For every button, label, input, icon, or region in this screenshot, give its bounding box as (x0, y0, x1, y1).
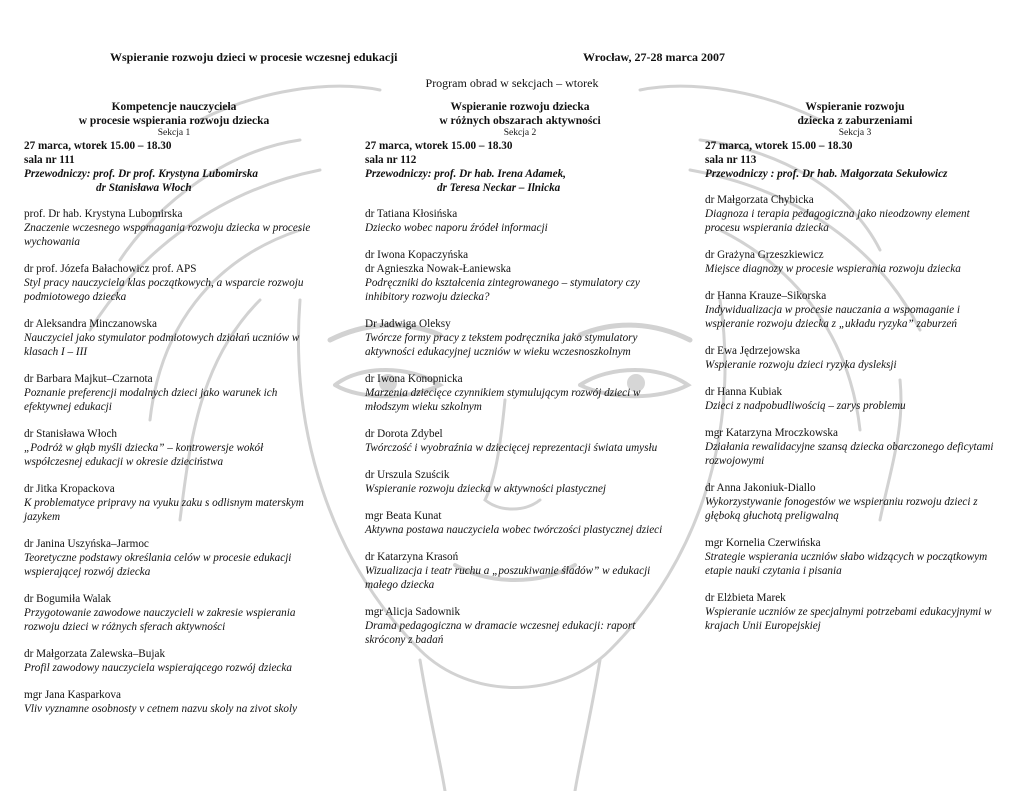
section-number: Sekcja 1 (157, 128, 191, 138)
talk-entry (365, 550, 675, 592)
talk-entry (24, 647, 324, 675)
section-date: 27 marca, wtorek 15.00 – 18.30 (705, 140, 853, 152)
talk-entry (365, 427, 675, 455)
section-room: sala nr 111 (24, 154, 75, 166)
talk-list (705, 193, 1005, 633)
talk-entry (705, 248, 1005, 276)
talk-speaker: Dr Jadwiga Oleksy (365, 318, 451, 330)
talk-speaker: dr Anna Jakoniuk-Diallo (705, 482, 816, 494)
conference-location-date: Wrocław, 27-28 marca 2007 (583, 50, 725, 64)
talk-title: Wspieranie rozwoju dziecka w aktywności plastycznej (365, 483, 607, 495)
talk-speaker: dr prof. Józefa Bałachowicz prof. APS (24, 263, 197, 275)
section-chair-second: dr Teresa Neckar – Ilnicka (437, 182, 561, 194)
talk-title: Przygotowanie zawodowe nauczycieli w zakresie wspierania rozwoju dzieci w różnych sferach aktywności (24, 607, 296, 633)
talk-entry (705, 481, 1005, 523)
talk-entry (24, 537, 324, 579)
talk-entry (705, 193, 1005, 235)
talk-speaker: mgr Alicja Sadownik (365, 606, 461, 618)
talk-entry (24, 592, 324, 634)
talk-entry (365, 207, 675, 235)
section-2-column (365, 100, 675, 660)
talk-speaker: dr Hanna Krauze–Sikorska (705, 290, 827, 302)
talk-entry (24, 372, 324, 414)
talk-title: Wizualizacja i teatr ruchu a „poszukiwanie śladów” w edukacji małego dziecka (365, 565, 651, 591)
talk-speaker: dr Jitka Kropackova (24, 483, 115, 495)
talk-speaker: dr Elżbieta Marek (705, 592, 786, 604)
talk-speaker: mgr Beata Kunat (365, 510, 442, 522)
talk-entry (365, 372, 675, 414)
talk-title: Dziecko wobec naporu źródeł informacji (365, 222, 548, 234)
section-date: 27 marca, wtorek 15.00 – 18.30 (365, 140, 513, 152)
section-number: Sekcja 3 (838, 128, 872, 138)
talk-speaker: dr Małgorzata Chybicka (705, 194, 814, 206)
talk-entry (705, 289, 1005, 331)
talk-title: Działania rewalidacyjne szansą dziecka obarczonego deficytami rozwojowymi (705, 441, 994, 467)
talk-speaker: dr Urszula Szuścik (365, 469, 450, 481)
talk-title: K problematyce pripravy na vyuku zaku s odlisnym materskym jazykem (24, 497, 304, 523)
talk-speaker: dr Hanna Kubiak (705, 386, 783, 398)
section-room: sala nr 112 (365, 154, 417, 166)
talk-title: Vliv vyznamne osobnosty v cetnem nazvu skoly na zivot skoly (24, 703, 298, 715)
talk-entry (365, 317, 675, 359)
talk-entry (24, 207, 324, 249)
talk-speaker: dr Barbara Majkut–Czarnota (24, 373, 153, 385)
talk-entry (24, 317, 324, 359)
section-title-line2: w różnych obszarach aktywności (439, 115, 601, 127)
talk-title: Wspieranie rozwoju dzieci ryzyka dysleksji (705, 359, 897, 371)
talk-title: Dzieci z nadpobudliwością – zarys problemu (705, 400, 906, 412)
talk-speaker: mgr Katarzyna Mroczkowska (705, 427, 838, 439)
talk-entry (705, 385, 1005, 413)
talk-entry (24, 427, 324, 469)
talk-title: Styl pracy nauczyciela klas początkowych, a wsparcie rozwoju podmiotowego dziecka (24, 277, 304, 303)
talk-list (24, 207, 324, 716)
talk-title: Wspieranie uczniów ze specjalnymi potrzebami edukacyjnymi w krajach Unii Europejskiej (705, 606, 992, 632)
talk-list (365, 207, 675, 647)
section-date: 27 marca, wtorek 15.00 – 18.30 (24, 140, 172, 152)
section-3-column (705, 100, 1005, 646)
talk-title: Aktywna postawa nauczyciela wobec twórczości plastycznej dzieci (365, 524, 663, 536)
talk-title: Indywidualizacja w procesie nauczania a wspomaganie i wspieranie rozwoju dziecka z „układu ryzyka” zaburzeń (705, 304, 961, 330)
talk-speaker: dr Dorota Zdybel (365, 428, 443, 440)
talk-entry (365, 605, 675, 647)
talk-speaker: mgr Jana Kasparkova (24, 689, 121, 701)
talk-title: Twórczość i wyobraźnia w dziecięcej reprezentacji świata umysłu (365, 442, 658, 454)
section-chair: Przewodniczy: prof. Dr hab. Irena Adamek, (365, 168, 566, 180)
talk-entry (24, 262, 324, 304)
talk-speaker: dr Grażyna Grzeszkiewicz (705, 249, 824, 261)
talk-title: Znaczenie wczesnego wspomagania rozwoju dziecka w procesie wychowania (24, 222, 311, 248)
section-room: sala nr 113 (705, 154, 757, 166)
conference-title: Wspieranie rozwoju dzieci w procesie wczesnej edukacji (110, 50, 398, 64)
talk-title: „Podróż w głąb myśli dziecka” – kontrowersje wokół współczesnej edukacji w okresie dzieciństwa (24, 442, 264, 468)
talk-entry (24, 688, 324, 716)
talk-speaker: dr Iwona Konopnicka (365, 373, 463, 385)
talk-title: Drama pedagogiczna w dramacie wczesnej edukacji: raport skrócony z badań (365, 620, 636, 646)
talk-title: Poznanie preferencji modalnych dzieci jako warunek ich efektywnej edukacji (24, 387, 278, 413)
talk-title: Strategie wspierania uczniów słabo widzących w początkowym etapie nauki czytania i pisania (705, 551, 988, 577)
section-title-line1: Wspieranie rozwoju (805, 101, 905, 113)
talk-title: Diagnoza i terapia pedagogiczna jako nieodzowny element procesu wspierania dziecka (705, 208, 970, 234)
talk-title: Miejsce diagnozy w procesie wspierania rozwoju dziecka (705, 263, 961, 275)
section-title-line2: w procesie wspierania rozwoju dziecka (78, 115, 270, 127)
talk-speaker: dr Stanisława Włoch (24, 428, 118, 440)
talk-entry (365, 509, 675, 537)
talk-speaker: dr Katarzyna Krasoń (365, 551, 459, 563)
talk-speaker: mgr Kornelia Czerwińska (705, 537, 821, 549)
section-title-line1: Kompetencje nauczyciela (111, 101, 237, 113)
section-1-column (24, 100, 324, 729)
talk-speaker: dr Ewa Jędrzejowska (705, 345, 801, 357)
talk-title: Marzenia dziecięce czynnikiem stymulującym rozwój dzieci w młodszym wieku szkolnym (365, 387, 641, 413)
talk-speaker: dr Tatiana Kłosińska (365, 208, 458, 220)
talk-speaker: dr Małgorzata Zalewska–Bujak (24, 648, 166, 660)
talk-entry (705, 344, 1005, 372)
talk-speaker: dr Iwona Kopaczyńska dr Agnieszka Nowak-Łaniewska (365, 249, 512, 275)
talk-entry (365, 468, 675, 496)
section-title-line2: dziecka z zaburzeniami (797, 115, 913, 127)
talk-speaker: dr Janina Uszyńska–Jarmoc (24, 538, 149, 550)
talk-speaker: prof. Dr hab. Krystyna Lubomirska (24, 208, 183, 220)
section-chair: Przewodniczy : prof. Dr hab. Małgorzata Sekułowicz (705, 168, 948, 180)
talk-title: Teoretyczne podstawy określania celów w procesie edukacji wspierającej rozwój dziecka (24, 552, 292, 578)
talk-title: Twórcze formy pracy z tekstem podręcznika jako stymulatory aktywności edukacyjnej uczniów w wieku wczesnoszkolnym (365, 332, 638, 358)
program-subtitle: Program obrad w sekcjach – wtorek (425, 76, 599, 90)
talk-entry (365, 248, 675, 304)
talk-title: Wykorzystywanie fonogestów we wspieraniu rozwoju dzieci z głęboką głuchotą preligwalną (705, 496, 978, 522)
section-chair-second: dr Stanisława Włoch (96, 182, 192, 194)
talk-entry (705, 536, 1005, 578)
section-chair: Przewodniczy: prof. Dr prof. Krystyna Lubomirska (24, 168, 259, 180)
talk-entry (24, 482, 324, 524)
section-title-line1: Wspieranie rozwoju dziecka (450, 101, 590, 113)
talk-speaker: dr Bogumiła Walak (24, 593, 112, 605)
talk-title: Podręczniki do kształcenia zintegrowanego – stymulatory czy inhibitory rozwoju dziecka? (365, 277, 640, 303)
talk-title: Profil zawodowy nauczyciela wspierającego rozwój dziecka (24, 662, 292, 674)
talk-title: Nauczyciel jako stymulator podmiotowych działań uczniów w klasach I – III (24, 332, 300, 358)
section-number: Sekcja 2 (503, 128, 537, 138)
talk-entry (705, 591, 1005, 633)
talk-speaker: dr Aleksandra Minczanowska (24, 318, 157, 330)
talk-entry (705, 426, 1005, 468)
